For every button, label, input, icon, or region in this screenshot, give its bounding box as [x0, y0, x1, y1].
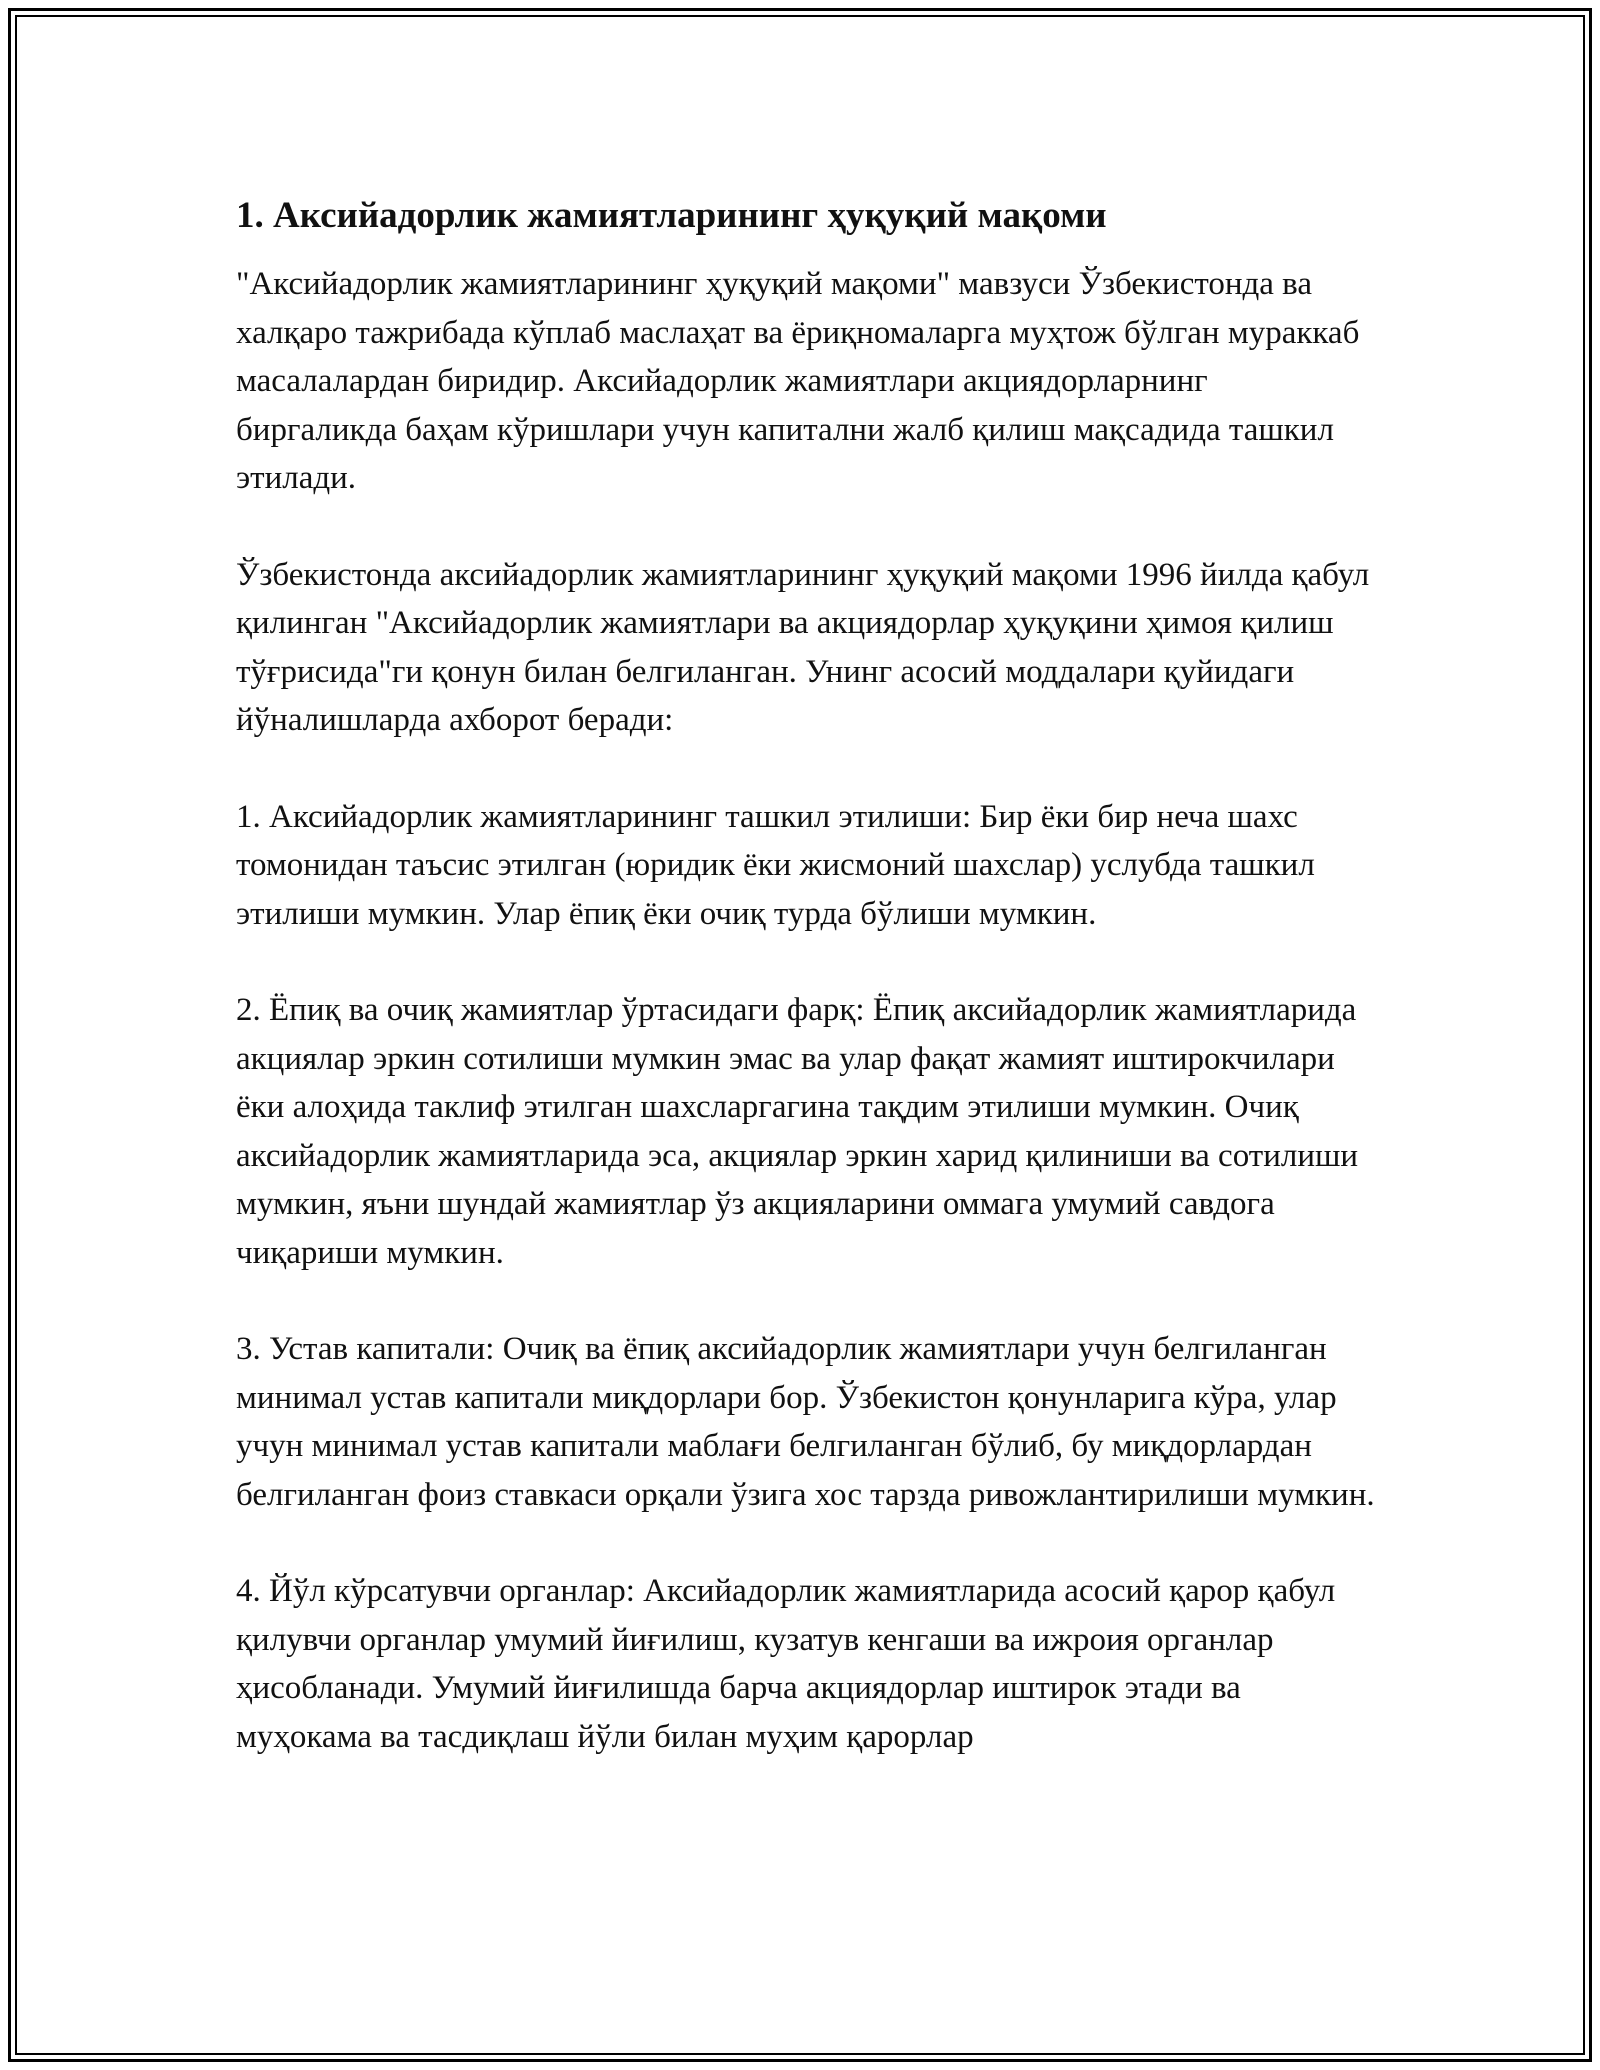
- paragraph-item-2: 2. Ёпиқ ва очиқ жамиятлар ўртасидаги фарқ: Ёпиқ аксийадорлик жамиятларида акциялар эркин сотилиши мумкин эмас ва улар фақат жамият иштирокчилари ёки алоҳида таклиф этилган шахсларгагина тақдим этилиши мумкин. Очиқ аксийадорлик жамиятларида эса, акциялар эркин харид қилиниши ва сотилиши мумкин, яъни шундай жамиятлар ўз акцияларини оммага умумий савдога чиқариши мумкин.: [236, 992, 1359, 1271]
- paragraph-law: Ўзбекистонда аксийадорлик жамиятларининг ҳуқуқий мақоми 1996 йилда қабул қилинган "Аксийадорлик жамиятлари ва акциядорлар ҳуқуқини ҳимоя қилиш тўғрисида"ги қонун билан белгиланган. Унинг асосий моддалари қуйидаги йўналишларда ахборот беради:: [236, 556, 1370, 738]
- paragraph-intro: "Аксийадорлик жамиятларининг ҳуқуқий мақоми" мавзуси Ўзбекистонда ва халқаро тажрибада кўплаб маслаҳат ва ёриқномаларга муҳтож бўлган мураккаб масалалардан биридир. Аксийадорлик жамиятлари акциядорларнинг биргаликда баҳам кўришлари учун капитални жалб қилиш мақсадида ташкил этилади.: [236, 266, 1360, 496]
- paragraph-item-4: 4. Йўл кўрсатувчи органлар: Аксийадорлик жамиятларида асосий қарор қабул қилувчи органлар умумий йиғилиш, кузатув кенгаши ва ижроия органлар ҳисобланади. Умумий йиғилишда барча акциядорлар иштирок этади ва муҳокама ва тасдиқлаш йўли билан муҳим қарорлар: [236, 1573, 1336, 1755]
- page-title: 1. Аксийадорлик жамиятларининг ҳуқуқий мақоми: [236, 195, 1107, 236]
- paragraph-item-1: 1. Аксийадорлик жамиятларининг ташкил этилиши: Бир ёки бир неча шахс томонидан таъсис этилган (юридик ёки жисмоний шахслар) услубда ташкил этилиши мумкин. Улар ёпиқ ёки очиқ турда бўлиши мумкин.: [236, 798, 1315, 932]
- paragraph-item-3: 3. Устав капитали: Очиқ ва ёпиқ аксийадорлик жамиятлари учун белгиланган минимал устав капитали миқдорлари бор. Ўзбекистон қонунларига кўра, улар учун минимал устав капитали маблағи белгиланган бўлиб, бу миқдорлардан белгиланган фоиз ставкаси орқали ўзига хос тарзда ривожлантирилиши мумкин.: [236, 1331, 1375, 1513]
- document-body: [236, 186, 1376, 1761]
